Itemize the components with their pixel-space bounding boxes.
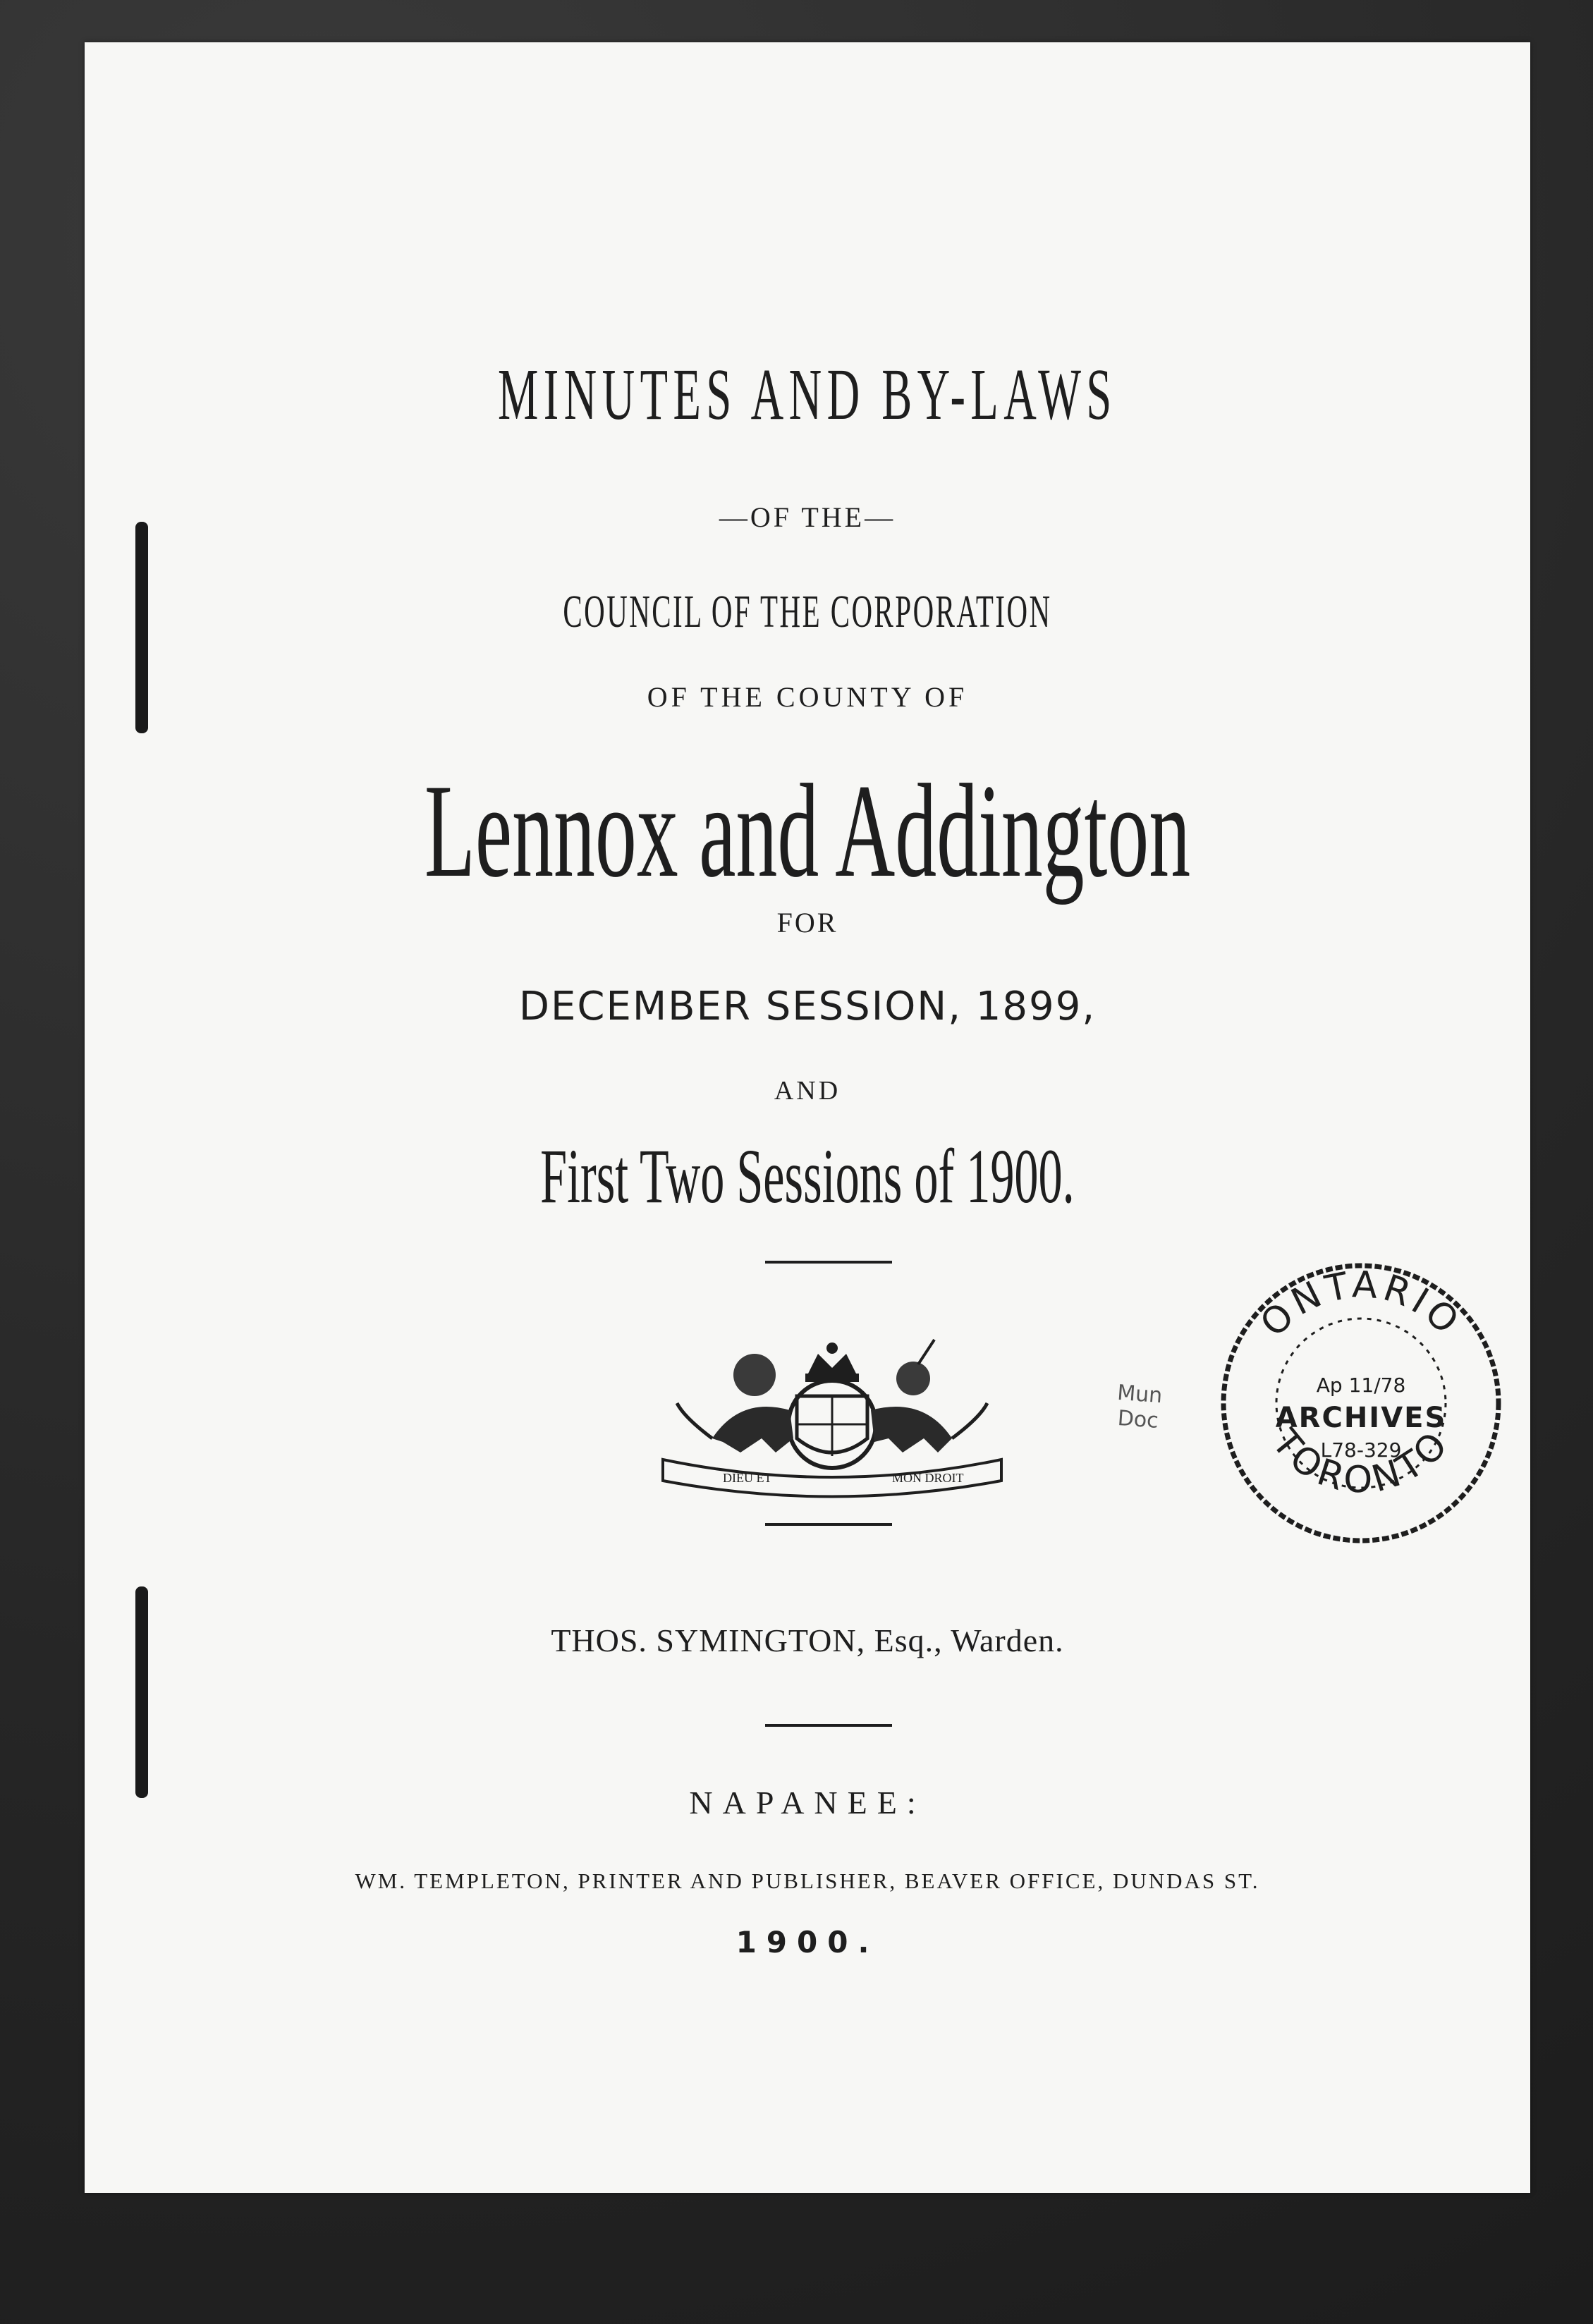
document-page [85,42,1530,2193]
divider-rule [765,1523,892,1526]
divider-rule [765,1261,892,1264]
place-line: NAPANEE: [689,1785,926,1821]
note-line-1: Mun [1116,1380,1164,1409]
royal-coat-of-arms-icon [656,1333,1008,1502]
stamp-middle: ARCHIVES [1275,1402,1447,1434]
document-title: MINUTES AND BY-LAWS [498,354,1117,435]
of-the-line: —OF THE— [719,501,896,533]
session-line: DECEMBER SESSION, 1899, [518,984,1097,1029]
council-line: COUNCIL OF THE CORPORATION [563,586,1052,637]
stamp-ref: L78-329 [1320,1438,1402,1462]
printer-line: WM. TEMPLETON, PRINTER AND PUBLISHER, BEAVER OFFICE, DUNDAS ST. [355,1869,1260,1893]
and-line: AND [774,1076,841,1106]
handwritten-note [1092,1379,1187,1436]
county-of-line: OF THE COUNTY OF [647,681,968,713]
motto-right: MON DROIT [892,1471,964,1485]
year-line: 1900. [736,1925,879,1959]
warden-line: THOS. SYMINGTON, Esq., Warden. [551,1622,1064,1658]
for-line: FOR [776,907,838,938]
staple-bottom [135,1586,148,1798]
county-name: Lennox and Addington [424,757,1191,905]
note-line-2: Doc [1116,1405,1159,1433]
sessions-1900-line: First Two Sessions of 1900. [540,1133,1075,1219]
archives-stamp [1213,1255,1509,1551]
motto-left: DIEU ET [723,1471,772,1485]
svg-text:ONTARIO [1252,1264,1470,1345]
stamp-date: Ap 11/78 [1316,1374,1406,1397]
stamp-bottom-text: TORONTO [1263,1421,1459,1502]
stamp-top-text: ONTARIO [1252,1264,1470,1345]
divider-rule [765,1724,892,1727]
